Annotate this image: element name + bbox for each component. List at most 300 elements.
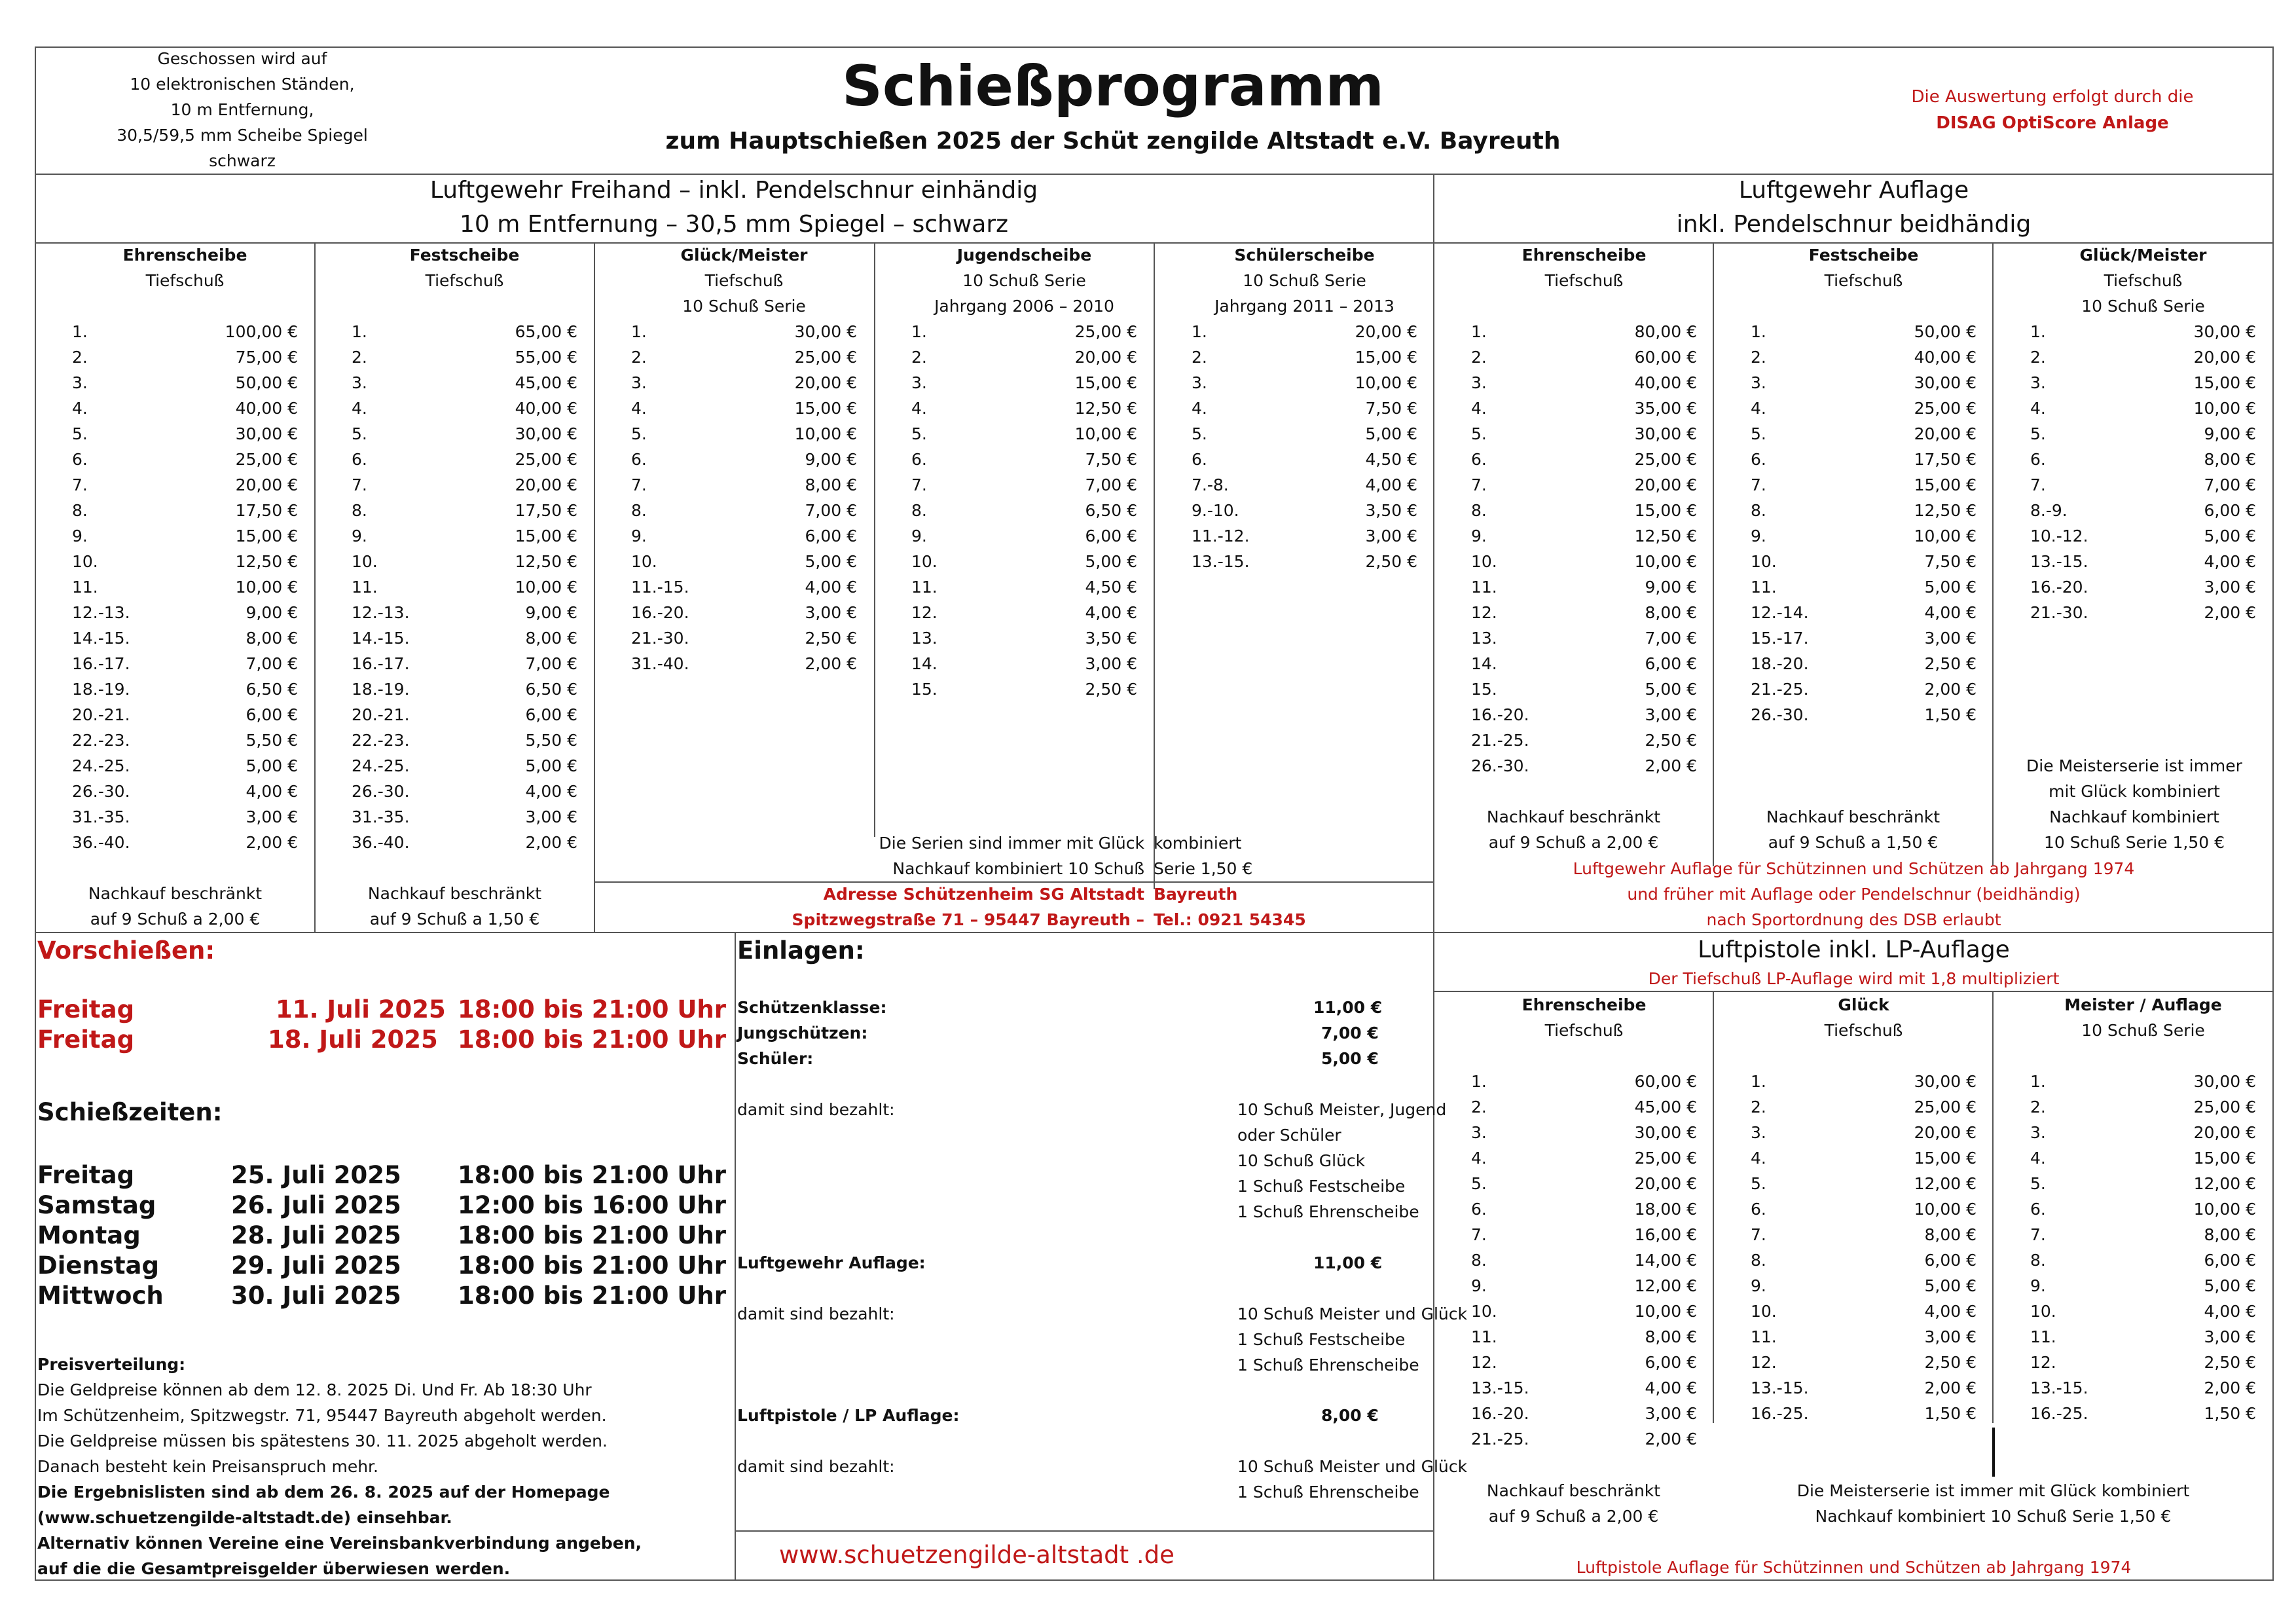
prize-amount: 15,00 € — [1634, 501, 1697, 520]
rank: 7. — [2030, 1225, 2046, 1244]
text-line: Die Ergebnislisten sind ab dem 26. 8. 2025 auf der Homepage — [37, 1483, 610, 1502]
prize-amount: 6,00 € — [1085, 526, 1137, 545]
prize-row — [911, 523, 1137, 549]
prize-amount: 15,00 € — [2193, 373, 2256, 392]
prize-row — [72, 421, 298, 447]
rank: 11. — [1471, 578, 1497, 597]
prize-row — [1471, 1120, 1697, 1145]
prize-amount: 10,00 € — [794, 424, 857, 443]
prize-row — [1471, 574, 1697, 600]
prize-row — [2030, 1273, 2256, 1299]
prize-row — [1192, 523, 1417, 549]
prize-row — [2030, 1299, 2256, 1324]
prize-amount: 12,50 € — [235, 552, 298, 571]
prize-row — [631, 370, 857, 396]
lp-red-footer: Luftpistole Auflage für Schützinnen und Schützen ab Jahrgang 1974 — [1576, 1558, 2132, 1577]
prize-row — [2030, 1247, 2256, 1273]
column-title: Festscheibe — [409, 246, 520, 265]
prize-row — [1471, 523, 1697, 549]
prize-amount: 2,00 € — [1924, 680, 1977, 699]
column-subtitle: 10 Schuß Serie — [2081, 297, 2205, 316]
column-subtitle: Tiefschuß — [145, 271, 225, 290]
prize-amount: 30,00 € — [1634, 424, 1697, 443]
note-line: 10 m Entfernung, — [170, 100, 314, 119]
einlagen-title: Einlagen: — [737, 936, 865, 965]
prize-row — [72, 396, 298, 421]
note-line: Nachkauf beschränkt — [88, 884, 263, 903]
rank: 16.-17. — [72, 654, 130, 673]
prize-row — [1192, 447, 1417, 472]
rank: 18.-19. — [72, 680, 130, 699]
prize-row — [1751, 1069, 1977, 1094]
prize-row — [1192, 396, 1417, 421]
prize-amount: 2,50 € — [805, 629, 857, 648]
prize-amount: 5,00 € — [2204, 1276, 2256, 1295]
prize-amount: 17,50 € — [515, 501, 577, 520]
prize-amount: 60,00 € — [1634, 348, 1697, 367]
prize-row — [1751, 472, 1977, 498]
fee-label: Luftpistole / LP Auflage: — [737, 1406, 960, 1425]
rank: 7. — [352, 475, 367, 494]
prize-amount: 30,00 € — [515, 424, 577, 443]
rank: 18.-19. — [352, 680, 410, 699]
einlagen-paid-1 — [737, 1097, 1446, 1225]
prize-row — [1471, 344, 1697, 370]
prize-amount: 12,00 € — [1914, 1174, 1977, 1193]
nachkauf-note — [1444, 804, 1703, 855]
prize-row — [352, 370, 577, 396]
prize-row — [72, 702, 298, 728]
column-subtitle: 10 Schuß Serie — [682, 297, 806, 316]
prize-amount: 6,00 € — [2204, 501, 2256, 520]
schedule-row: Freitag 25. Juli 2025 18:00 bis 21:00 Uhr — [37, 1161, 727, 1189]
rank: 20.-21. — [72, 705, 130, 724]
note-line: 10 elektronischen Ständen, — [130, 75, 355, 94]
address-line: Adresse Schützenheim SG Altstadt — [823, 885, 1144, 904]
note-line: Die Serien sind immer mit Glück — [879, 834, 1144, 853]
prize-row — [1471, 1350, 1697, 1375]
rank: 6. — [1751, 450, 1766, 469]
prize-row — [1751, 447, 1977, 472]
rank: 14.-15. — [352, 629, 410, 648]
rank: 9. — [352, 526, 367, 545]
header-right-note — [1879, 84, 2226, 136]
prize-row — [1751, 676, 1977, 702]
rank: 9. — [72, 526, 88, 545]
prize-amount: 25,00 € — [794, 348, 857, 367]
prize-row — [352, 600, 577, 625]
rank: 10. — [631, 552, 657, 571]
rank: 31.-40. — [631, 654, 689, 673]
note-line: Luftgewehr Auflage für Schützinnen und Schützen ab Jahrgang 1974 — [1573, 859, 2135, 878]
lg-auflage-ehrenscheibe — [1471, 242, 1697, 779]
rank: 5. — [911, 424, 927, 443]
prize-row — [2030, 1069, 2256, 1094]
prize-row — [2030, 523, 2256, 549]
rank: 13. — [911, 629, 938, 648]
rank: 14. — [1471, 654, 1497, 673]
rank: 1. — [2030, 322, 2046, 341]
rank: 2. — [1471, 1098, 1487, 1116]
prize-amount: 30,00 € — [2193, 1072, 2256, 1091]
prize-amount: 20,00 € — [2193, 348, 2256, 367]
prize-amount: 15,00 € — [235, 526, 298, 545]
rank: 26.-30. — [352, 782, 410, 801]
prize-amount: 20,00 € — [1914, 1123, 1977, 1142]
prize-amount: 7,00 € — [525, 654, 577, 673]
prize-amount: 6,50 € — [246, 680, 298, 699]
prize-row — [1471, 753, 1697, 779]
rank: 11. — [1751, 578, 1777, 597]
prize-row — [1471, 472, 1697, 498]
note-line: nach Sportordnung des DSB erlaubt — [1706, 910, 2001, 929]
rank: 20.-21. — [352, 705, 410, 724]
address-line: Bayreuth — [1154, 885, 1238, 904]
note-line: auf 9 Schuß a 2,00 € — [1488, 833, 1659, 852]
prize-row — [2030, 1375, 2256, 1401]
prize-row — [631, 447, 857, 472]
prize-amount: 40,00 € — [1914, 348, 1977, 367]
prize-row — [1471, 549, 1697, 574]
prize-amount: 40,00 € — [235, 399, 298, 418]
prize-row — [1471, 1324, 1697, 1350]
prize-amount: 15,00 € — [1914, 1149, 1977, 1168]
note-line: Nachkauf beschränkt — [1486, 1481, 1661, 1500]
rank: 7. — [631, 475, 647, 494]
prize-row — [2030, 549, 2256, 574]
prize-row — [1751, 1171, 1977, 1196]
rank: 7. — [1751, 1225, 1766, 1244]
prize-amount: 16,00 € — [1634, 1225, 1697, 1244]
rank: 26.-30. — [1471, 756, 1529, 775]
prize-row — [72, 319, 298, 344]
prize-row — [1751, 1324, 1977, 1350]
note-line: auf 9 Schuß a 2,00 € — [90, 910, 261, 929]
prize-row — [1192, 472, 1417, 498]
prize-row — [911, 498, 1137, 523]
prize-amount: 2,00 € — [525, 833, 577, 852]
column-title: Ehrenscheibe — [122, 246, 247, 265]
lg-freihand-jugendscheibe — [911, 242, 1137, 702]
prize-row — [352, 498, 577, 523]
prize-row — [2030, 574, 2256, 600]
rank: 21.-30. — [631, 629, 689, 648]
rank: 3. — [911, 373, 927, 392]
rank: 12. — [2030, 1353, 2056, 1372]
rank: 16.-20. — [1471, 705, 1529, 724]
rank: 16.-25. — [2030, 1404, 2088, 1423]
rank: 3. — [1192, 373, 1207, 392]
note-line: 30,5/59,5 mm Scheibe Spiegel — [117, 126, 368, 145]
prize-row — [1471, 1375, 1697, 1401]
rank: 11. — [72, 578, 98, 597]
prize-row — [1471, 498, 1697, 523]
nachkauf-note — [325, 881, 584, 932]
prize-amount: 10,00 € — [1074, 424, 1137, 443]
prize-amount: 8,00 € — [2204, 450, 2256, 469]
prize-amount: 80,00 € — [1634, 322, 1697, 341]
rank: 16.-25. — [1751, 1404, 1809, 1423]
rank: 4. — [2030, 1149, 2046, 1168]
prize-row — [1751, 523, 1977, 549]
prize-row — [1192, 421, 1417, 447]
prize-amount: 8,00 € — [246, 629, 298, 648]
rank: 5. — [352, 424, 367, 443]
prize-amount: 2,00 € — [246, 833, 298, 852]
schiesszeiten-title: Schießzeiten: — [37, 1098, 223, 1126]
prize-amount: 3,00 € — [2204, 1327, 2256, 1346]
prize-row — [1751, 625, 1977, 651]
prize-amount: 7,00 € — [1645, 629, 1697, 648]
note-line: DISAG OptiScore Anlage — [1936, 113, 2169, 133]
prize-amount: 25,00 € — [1634, 450, 1697, 469]
text-line: Die Geldpreise müssen bis spätestens 30. 11. 2025 abgeholt werden. — [37, 1431, 608, 1450]
rank: 5. — [1192, 424, 1207, 443]
divider — [735, 932, 736, 1581]
prize-row — [1471, 728, 1697, 753]
schedule-row: Freitag 18. Juli 2025 18:00 bis 21:00 Uhr — [37, 1025, 727, 1054]
prize-amount: 1,50 € — [2204, 1404, 2256, 1423]
prize-row — [631, 523, 857, 549]
prize-row — [72, 498, 298, 523]
lg-auflage-glueck-meister — [2030, 242, 2256, 625]
prize-row — [72, 549, 298, 574]
prize-amount: 4,50 € — [1365, 450, 1417, 469]
note-line: Nachkauf beschränkt — [1486, 807, 1661, 826]
prize-row — [1471, 421, 1697, 447]
column-subtitle: Tiefschuß — [2104, 271, 2183, 290]
prize-row — [1751, 702, 1977, 728]
column-title: Schülerscheibe — [1234, 246, 1375, 265]
prize-amount: 30,00 € — [235, 424, 298, 443]
rank: 3. — [631, 373, 647, 392]
prize-amount: 3,00 € — [2204, 578, 2256, 597]
prize-row — [1471, 1299, 1697, 1324]
prize-amount: 2,50 € — [1085, 680, 1137, 699]
paid-item: 10 Schuß Meister und Glück — [1237, 1457, 1467, 1476]
prize-row — [1751, 370, 1977, 396]
prize-amount: 4,00 € — [805, 578, 857, 597]
divider — [735, 1530, 1434, 1532]
rank: 7. — [911, 475, 927, 494]
rank: 11. — [911, 578, 938, 597]
column-title: Glück/Meister — [680, 246, 808, 265]
lp-title: Luftpistole inkl. LP-Auflage — [1698, 936, 2010, 963]
divider — [874, 242, 875, 837]
prize-amount: 3,50 € — [1365, 501, 1417, 520]
divider — [1713, 991, 1714, 1423]
prize-amount: 18,00 € — [1634, 1200, 1697, 1219]
prize-amount: 20,00 € — [235, 475, 298, 494]
note-line: Die Meisterserie ist immer mit Glück kombiniert — [1796, 1481, 2190, 1500]
rank: 22.-23. — [72, 731, 130, 750]
prize-amount: 40,00 € — [515, 399, 577, 418]
prize-row — [72, 830, 298, 855]
prize-amount: 10,00 € — [235, 578, 298, 597]
rank: 10. — [2030, 1302, 2056, 1321]
rank: 6. — [1751, 1200, 1766, 1219]
prize-amount: 5,50 € — [525, 731, 577, 750]
prize-row — [72, 728, 298, 753]
note-line: Nachkauf beschränkt — [1766, 807, 1941, 826]
prize-amount: 50,00 € — [235, 373, 298, 392]
prize-amount: 1,50 € — [1924, 1404, 1977, 1423]
text-line: Danach besteht kein Preisanspruch mehr. — [37, 1457, 378, 1476]
prize-row — [1751, 1247, 1977, 1273]
prize-row — [352, 676, 577, 702]
text-line: Im Schützenheim, Spitzwegstr. 71, 95447 Bayreuth abgeholt werden. — [37, 1406, 607, 1425]
page-title: Schießprogramm — [841, 54, 1385, 119]
rank: 1. — [1471, 322, 1487, 341]
prize-row — [1471, 676, 1697, 702]
prize-amount: 12,50 € — [1074, 399, 1137, 418]
prize-amount: 3,00 € — [1645, 705, 1697, 724]
preisverteilung-title: Preisverteilung: — [37, 1355, 186, 1374]
prize-row — [2030, 1401, 2256, 1426]
schiesszeiten-schedule — [37, 1160, 726, 1311]
column-title: Meister / Auflage — [2064, 995, 2222, 1014]
prize-amount: 8,00 € — [1645, 1327, 1697, 1346]
prize-amount: 4,00 € — [1924, 603, 1977, 622]
rank: 21.-25. — [1751, 680, 1809, 699]
rank: 1. — [2030, 1072, 2046, 1091]
rank: 6. — [2030, 450, 2046, 469]
prize-row — [352, 804, 577, 830]
rank: 2. — [352, 348, 367, 367]
column-subtitle: Tiefschuß — [1824, 271, 1903, 290]
prize-row — [1471, 1171, 1697, 1196]
prize-row — [911, 574, 1137, 600]
note-line: Serie 1,50 € — [1154, 859, 1253, 878]
prize-amount: 4,00 € — [246, 782, 298, 801]
prize-row — [352, 702, 577, 728]
prize-row — [2030, 447, 2256, 472]
prize-amount: 25,00 € — [1914, 399, 1977, 418]
divider — [1713, 242, 1714, 866]
rank: 4. — [911, 399, 927, 418]
prize-amount: 20,00 € — [1074, 348, 1137, 367]
rank: 13.-15. — [1751, 1378, 1809, 1397]
prize-row — [2030, 1324, 2256, 1350]
rank: 1. — [1751, 1072, 1766, 1091]
fee-row: Jungschützen: 7,00 € — [737, 1024, 1379, 1043]
prize-row — [1751, 1222, 1977, 1247]
prize-row — [2030, 600, 2256, 625]
rank: 1. — [352, 322, 367, 341]
rank: 3. — [1471, 1123, 1487, 1142]
prize-amount: 20,00 € — [2193, 1123, 2256, 1142]
prize-row — [1751, 549, 1977, 574]
fee-value: 8,00 € — [1321, 1406, 1379, 1425]
prize-amount: 6,00 € — [246, 705, 298, 724]
rank: 31.-35. — [352, 807, 410, 826]
rank: 13. — [1471, 629, 1497, 648]
prize-row — [352, 574, 577, 600]
nachkauf-note — [46, 881, 304, 932]
prize-amount: 45,00 € — [1634, 1098, 1697, 1116]
rank: 8. — [1471, 1251, 1487, 1270]
website-link[interactable]: www.schuetzengilde-altstadt .de — [779, 1541, 1175, 1569]
prize-amount: 15,00 € — [515, 526, 577, 545]
rank: 2. — [1192, 348, 1207, 367]
note-line: mit Glück kombiniert — [2049, 782, 2220, 801]
prize-amount: 25,00 € — [1074, 322, 1137, 341]
rank: 7. — [1751, 475, 1766, 494]
prize-amount: 12,50 € — [1634, 526, 1697, 545]
rank: 10.-12. — [2030, 526, 2088, 545]
address-line: Tel.: 0921 54345 — [1154, 910, 1306, 929]
prize-row — [352, 753, 577, 779]
prize-row — [2030, 1145, 2256, 1171]
column-subtitle: Jahrgang 2006 – 2010 — [934, 297, 1114, 316]
rank: 16.-20. — [2030, 578, 2088, 597]
rank: 11. — [2030, 1327, 2056, 1346]
prize-amount: 3,00 € — [1645, 1404, 1697, 1423]
prize-amount: 10,00 € — [2193, 399, 2256, 418]
schedule-row: Dienstag 29. Juli 2025 18:00 bis 21:00 Uhr — [37, 1251, 727, 1280]
divider — [1154, 242, 1155, 889]
rank: 5. — [1471, 1174, 1487, 1193]
prize-amount: 60,00 € — [1634, 1072, 1697, 1091]
divider — [1992, 1428, 1995, 1477]
prize-row — [1471, 600, 1697, 625]
rank: 12. — [911, 603, 938, 622]
rank: 21.-30. — [2030, 603, 2088, 622]
rank: 12.-13. — [72, 603, 130, 622]
rank: 9. — [1751, 526, 1766, 545]
rank: 13.-15. — [2030, 552, 2088, 571]
note-line: Nachkauf kombiniert 10 Schuß — [892, 859, 1144, 878]
rank: 4. — [1751, 399, 1766, 418]
column-title: Festscheibe — [1808, 246, 1919, 265]
prize-amount: 10,00 € — [1634, 552, 1697, 571]
rank: 31.-35. — [72, 807, 130, 826]
rank: 7. — [2030, 475, 2046, 494]
prize-amount: 30,00 € — [794, 322, 857, 341]
prize-row — [1192, 370, 1417, 396]
section-title: Luftgewehr Auflage — [1738, 177, 1969, 204]
paid-item: 1 Schuß Ehrenscheibe — [1237, 1483, 1419, 1502]
prize-row — [631, 625, 857, 651]
prize-row — [911, 447, 1137, 472]
prize-row — [911, 472, 1137, 498]
rank: 36.-40. — [72, 833, 130, 852]
prize-row — [1471, 1145, 1697, 1171]
prize-amount: 4,00 € — [2204, 1302, 2256, 1321]
prize-amount: 4,00 € — [2204, 552, 2256, 571]
rank: 8. — [631, 501, 647, 520]
note-line: Die Auswertung erfolgt durch die — [1911, 87, 2194, 107]
prize-row — [631, 498, 857, 523]
prize-amount: 30,00 € — [1914, 373, 1977, 392]
rank: 9. — [631, 526, 647, 545]
prize-row — [1471, 625, 1697, 651]
prize-row — [1471, 1401, 1697, 1426]
rank: 26.-30. — [72, 782, 130, 801]
prize-row — [1471, 1196, 1697, 1222]
rank: 13.-15. — [2030, 1378, 2088, 1397]
rank: 8. — [352, 501, 367, 520]
prize-amount: 12,00 € — [2193, 1174, 2256, 1193]
prize-amount: 1,50 € — [1924, 705, 1977, 724]
prize-row — [1471, 447, 1697, 472]
einlagen-lg-auflage — [737, 1250, 1382, 1276]
rank: 10. — [1751, 1302, 1777, 1321]
rank: 4. — [1192, 399, 1207, 418]
rank: 7. — [1471, 475, 1487, 494]
rank: 11.-12. — [1192, 526, 1250, 545]
prize-amount: 4,00 € — [525, 782, 577, 801]
